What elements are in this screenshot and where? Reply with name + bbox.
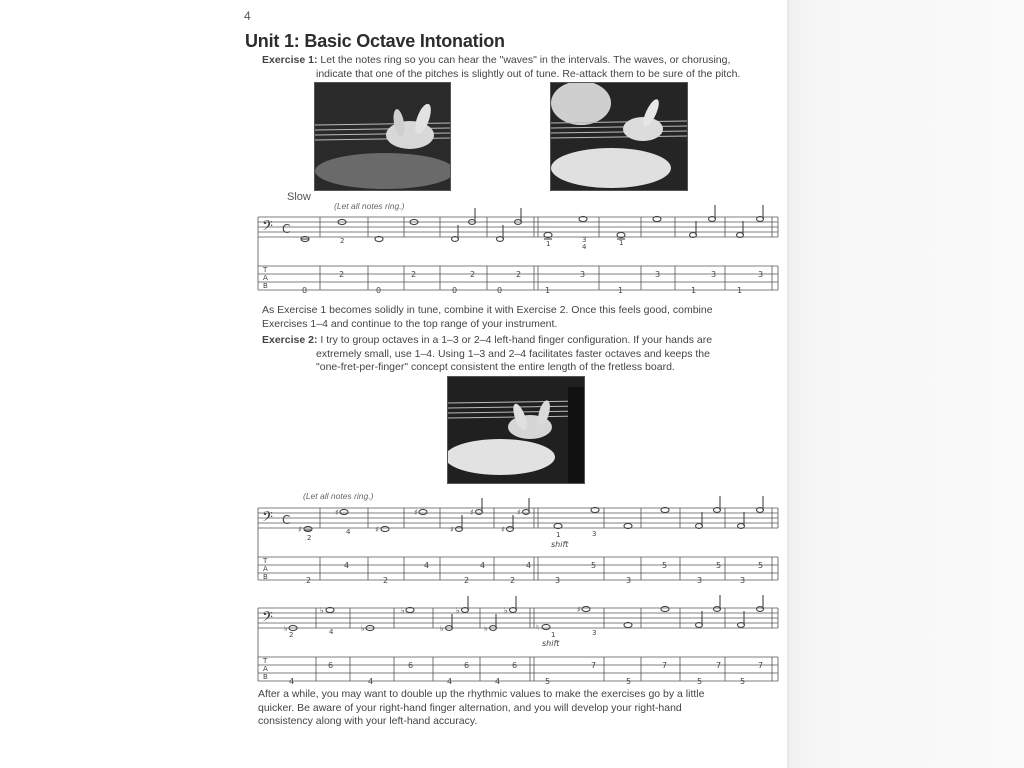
- ex2-s2-tab-bot-3: 4: [495, 677, 501, 686]
- ex2-sys1-tab-t: T: [263, 557, 268, 565]
- ex2-sys2-notes: [284, 595, 764, 633]
- ex1-finger-2: 2: [340, 237, 345, 245]
- exercise1-text-line1: Let the notes ring so you can hear the "waves" in the intervals. The waves, or chorusing,: [320, 54, 731, 66]
- ex2-s2-tab-bot-1: 4: [368, 677, 374, 686]
- ex1-tab-bot-3: 0: [497, 286, 503, 295]
- svg-text:♯: ♯: [450, 525, 454, 534]
- ex2-sys2-finger-2: 2: [289, 631, 294, 639]
- combine-paragraph-line1: As Exercise 1 becomes solidly in tune, combine it with Exercise 2. Once this feels good, combine: [262, 304, 713, 316]
- svg-text:♯: ♯: [375, 525, 379, 534]
- ex1-tab-bot-0: 0: [302, 286, 308, 295]
- ex2-s1-tab-top-5: 5: [662, 561, 668, 570]
- ex1-tab-top-5: 3: [655, 270, 661, 279]
- unit-title: Unit 1: Basic Octave Intonation: [245, 31, 505, 51]
- closing-line1: After a while, you may want to double up the rhythmic values to make the exercises go by a little: [258, 688, 705, 700]
- ex2-s2-tab-top-7: 7: [758, 661, 764, 670]
- svg-text:𝄢: 𝄢: [262, 609, 273, 629]
- ex2-s1-tab-bot-7: 3: [740, 576, 746, 585]
- svg-text:♯: ♯: [517, 508, 521, 517]
- photo-octave-hand-2: [550, 82, 688, 191]
- page-number: 4: [244, 9, 251, 23]
- tab-clef-t: T: [263, 266, 268, 274]
- ex2-sys2-shift: shift: [542, 639, 560, 648]
- tab-clef-b: B: [263, 282, 268, 290]
- ex2-sys2-tab-a: A: [263, 665, 268, 673]
- svg-text:𝄢: 𝄢: [262, 509, 273, 529]
- ex1-tab-bot-6: 1: [691, 286, 697, 295]
- ex2-s1-tab-bot-0: 2: [306, 576, 312, 585]
- ex2-sys1-tab: [258, 557, 778, 581]
- closing-line2: quicker. Be aware of your right-hand finger alternation, and you will develop your right-hand: [258, 701, 682, 714]
- exercise1-label: Exercise 1:: [262, 54, 318, 66]
- ex2-sys1-finger-2: 2: [307, 534, 312, 542]
- ex2-s1-tab-top-1: 4: [424, 561, 430, 570]
- let-ring-instruction-2: (Let all notes ring.): [303, 491, 374, 501]
- ex2-s2-tab-bot-4: 5: [545, 677, 551, 686]
- ex2-s1-tab-top-0: 4: [344, 561, 350, 570]
- ex2-s1-tab-bot-6: 3: [697, 576, 703, 585]
- page-edge-shadow: [787, 0, 1024, 768]
- ex1-tab-top-3: 2: [516, 270, 522, 279]
- exercise2-description: [262, 334, 782, 375]
- ex2-sys2-tab: [258, 657, 778, 681]
- ex2-sys2-tab-t: T: [263, 657, 268, 665]
- ex2-s2-tab-top-2: 6: [464, 661, 470, 670]
- svg-text:C: C: [282, 222, 291, 236]
- ex2-s2-tab-top-1: 6: [408, 661, 414, 670]
- ex2-s2-tab-top-6: 7: [716, 661, 722, 670]
- ex2-sys1-tab-a: A: [263, 565, 268, 573]
- ex2-s2-tab-bot-6: 5: [697, 677, 703, 686]
- exercise2-text-line1: I try to group octaves in a 1–3 or 2–4 left-hand finger configuration. If your hands are: [320, 334, 713, 346]
- ex2-s2-tab-top-4: 7: [591, 661, 597, 670]
- photo-octave-hand-2-drawing: [551, 83, 687, 190]
- combine-paragraph: [262, 304, 782, 331]
- photo-octave-hand-1: [314, 82, 451, 191]
- svg-text:♭: ♭: [504, 606, 508, 615]
- ex2-s1-tab-top-2: 4: [480, 561, 486, 570]
- ex1-tab-bot-4: 1: [545, 286, 551, 295]
- exercise2-text-line3: "one-fret-per-finger" concept consistent the entire length of the fretless board.: [316, 361, 675, 373]
- ex1-tab-top-0: 2: [339, 270, 345, 279]
- ex2-s1-tab-top-4: 5: [591, 561, 597, 570]
- ex1-tab-top-7: 3: [758, 270, 764, 279]
- ex2-s2-tab-bot-2: 4: [447, 677, 453, 686]
- ex1-tab-top-2: 2: [470, 270, 476, 279]
- ex2-sys2-finger-4: 4: [329, 628, 334, 636]
- ex2-sys2-staff: [258, 608, 778, 681]
- svg-text:♮: ♮: [536, 623, 539, 632]
- exercise1-tab: [258, 266, 778, 290]
- ex2-s1-tab-bot-4: 3: [555, 576, 561, 585]
- ex2-sys1-finger-1: 1: [556, 531, 561, 539]
- svg-text:♭: ♭: [484, 624, 488, 633]
- ex1-tab-bot-7: 1: [737, 286, 743, 295]
- svg-text:♭: ♭: [440, 624, 444, 633]
- ex1-finger-1a: 1: [546, 240, 551, 248]
- ex2-sys1-staff: [258, 508, 778, 580]
- closing-paragraph: [258, 688, 783, 729]
- ex2-sys2-tab-b: B: [263, 673, 268, 681]
- closing-line3: consistency along with your left-hand accuracy.: [258, 715, 478, 727]
- exercise1-staff: [258, 217, 778, 290]
- ex2-s2-tab-top-3: 6: [512, 661, 518, 670]
- ex2-s1-tab-top-3: 4: [526, 561, 532, 570]
- photo-octave-hand-3-drawing: [448, 377, 584, 483]
- ex2-sys2-finger-3: 3: [592, 629, 597, 637]
- ex1-finger-3: 3: [582, 236, 587, 244]
- ex2-s1-tab-top-6: 5: [716, 561, 722, 570]
- svg-text:♯: ♯: [501, 525, 505, 534]
- tab-clef-a: A: [263, 274, 268, 282]
- svg-text:♯: ♯: [298, 525, 302, 534]
- exercise2-text-line2: extremely small, use 1–4. Using 1–3 and 2–4 facilitates faster octaves and keeps the: [316, 347, 710, 360]
- let-ring-instruction-1: (Let all notes ring.): [334, 201, 405, 211]
- ex2-sys2-finger-1: 1: [551, 631, 556, 639]
- combine-paragraph-line2: Exercises 1–4 and continue to the top range of your instrument.: [262, 317, 558, 330]
- svg-text:♯: ♯: [470, 508, 474, 517]
- ex2-s2-tab-bot-7: 5: [740, 677, 746, 686]
- ex2-s1-tab-bot-1: 2: [383, 576, 389, 585]
- ex1-tab-bot-1: 0: [376, 286, 382, 295]
- ex2-s2-tab-bot-0: 4: [289, 677, 295, 686]
- ex1-finger-4: 4: [582, 243, 587, 251]
- ex1-tab-top-6: 3: [711, 270, 717, 279]
- ex2-sys1-notes: [298, 496, 764, 534]
- ex1-tab-bot-2: 0: [452, 286, 458, 295]
- svg-text:♭: ♭: [320, 606, 324, 615]
- ex1-tab-bot-5: 1: [618, 286, 624, 295]
- ex2-s1-tab-bot-2: 2: [464, 576, 470, 585]
- svg-text:♭: ♭: [401, 606, 405, 615]
- ex2-sys1-finger-4: 4: [346, 528, 351, 536]
- svg-text:♯: ♯: [335, 508, 339, 517]
- exercise1-text-line2: indicate that one of the pitches is slightly out of tune. Re-attack them to be sure of the pitch.: [316, 67, 741, 80]
- photo-octave-hand-3: [447, 376, 585, 484]
- ex1-tab-top-4: 3: [580, 270, 586, 279]
- svg-text:♭: ♭: [284, 624, 288, 633]
- ex2-sys1-finger-3: 3: [592, 530, 597, 538]
- ex2-s1-tab-bot-3: 2: [510, 576, 516, 585]
- ex2-sys1-shift: shift: [551, 540, 569, 549]
- svg-text:♯: ♯: [414, 508, 418, 517]
- svg-text:♭: ♭: [361, 624, 365, 633]
- svg-text:♭: ♭: [456, 606, 460, 615]
- ex2-s1-tab-bot-5: 3: [626, 576, 632, 585]
- ex1-tab-top-1: 2: [411, 270, 417, 279]
- ex1-finger-1b: 1: [619, 239, 624, 247]
- ex2-sys1-tab-b: B: [263, 573, 268, 581]
- tempo-marking: Slow: [287, 191, 311, 203]
- ex2-s2-tab-top-0: 6: [328, 661, 334, 670]
- photo-octave-hand-1-drawing: [315, 83, 450, 190]
- exercise2-label: Exercise 2:: [262, 334, 318, 346]
- ex2-s2-tab-top-5: 7: [662, 661, 668, 670]
- ex2-s1-tab-top-7: 5: [758, 561, 764, 570]
- svg-text:♯: ♯: [577, 605, 581, 614]
- ex2-s2-tab-bot-5: 5: [626, 677, 632, 686]
- svg-text:C: C: [282, 513, 291, 527]
- exercise1-description: [262, 54, 782, 81]
- svg-text:𝄢: 𝄢: [262, 218, 273, 238]
